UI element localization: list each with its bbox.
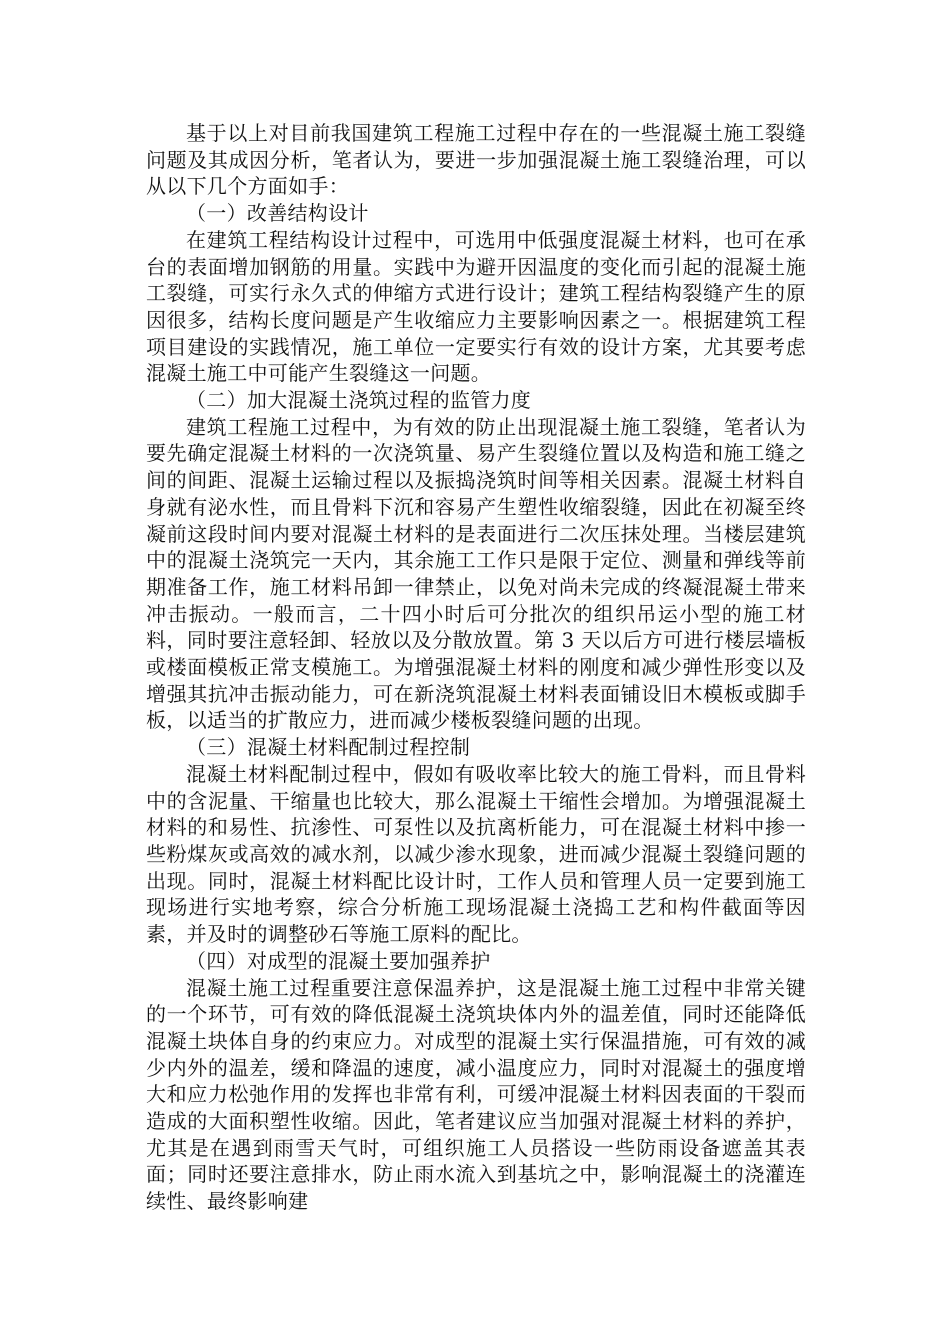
- section-body: 混凝土材料配制过程中，假如有吸收率比较大的施工骨料，而且骨料中的含泥量、干缩量也比较大，那么混凝土干缩性会增加。为增强混凝土材料的和易性、抗渗性、可泵性以及抗离析能力，可在混凝土材料中掺一些粉煤灰或高效的减水剂，以减少渗水现象，进而减少混凝土裂缝问题的出现。同时，混凝土材料配比设计时，工作人员和管理人员一定要到施工现场进行实地考察，综合分析施工现场混凝土浇捣工艺和构件截面等因素，并及时的调整砂石等施工原料的配比。: [146, 761, 806, 947]
- section-1: [146, 200, 806, 387]
- section-body: 在建筑工程结构设计过程中，可选用中低强度混凝土材料，也可在承台的表面增加钢筋的用量。实践中为避开因温度的变化而引起的混凝土施工裂缝，可实行永久式的伸缩方式进行设计；建筑工程结构裂缝产生的原因很多，结构长度问题是产生收缩应力主要影响因素之一。根据建筑工程项目建设的实践情况，施工单位一定要实行有效的设计方案，尤其要考虑混凝土施工中可能产生裂缝这一问题。: [146, 227, 806, 386]
- intro-paragraph: 基于以上对目前我国建筑工程施工过程中存在的一些混凝土施工裂缝问题及其成因分析，笔者认为，要进一步加强混凝土施工裂缝治理，可以从以下几个方面如手：: [146, 121, 806, 199]
- section-heading: （一）改善结构设计: [186, 201, 369, 226]
- section-heading: （四）对成型的混凝土要加强养护: [186, 948, 491, 973]
- section-body: 混凝土施工过程重要注意保温养护，这是混凝土施工过程中非常关键的一个环节，可有效的降低混凝土浇筑块体内外的温差值，同时还能降低混凝土块体自身的约束应力。对成型的混凝土实行保温措施，可有效的减少内外的温差，缓和降温的速度，减小温度应力，同时对混凝土的强度增大和应力松弛作用的发挥也非常有利，可缓冲混凝土材料因表面的干裂而造成的大面积塑性收缩。因此，笔者建议应当加强对混凝土材料的养护，尤其是在遇到雨雪天气时，可组织施工人员搭设一些防雨设备遮盖其表面；同时还要注意排水，防止雨水流入到基坑之中，影响混凝土的浇灌连续性、最终影响建: [146, 975, 806, 1214]
- section-heading: （三）混凝土材料配制过程控制: [186, 735, 471, 760]
- section-4: [146, 948, 806, 1215]
- document-page: [146, 120, 806, 1215]
- section-heading: （二）加大混凝土浇筑过程的监管力度: [186, 388, 532, 413]
- section-body: 建筑工程施工过程中，为有效的防止出现混凝土施工裂缝，笔者认为要先确定混凝土材料的一次浇筑量、易产生裂缝位置以及构造和施工缝之间的间距、混凝土运输过程以及振捣浇筑时间等相关因素。混凝土材料自身就有泌水性，而且骨料下沉和容易产生塑性收缩裂缝，因此在初凝至终凝前这段时间内要对混凝土材料的是表面进行二次压抹处理。当楼层建筑中的混凝土浇筑完一天内，其余施工工作只是限于定位、测量和弹线等前期准备工作，施工材料吊卸一律禁止，以免对尚未完成的终凝混凝土带来冲击振动。一般而言，二十四小时后可分批次的组织吊运小型的施工材料，同时要注意轻卸、轻放以及分散放置。第 3 天以后方可进行楼层墙板或楼面模板正常支模施工。为增强混凝土材料的刚度和减少弹性形变以及增强其抗冲击振动能力，可在新浇筑混凝土材料表面铺设旧木模板或脚手板，以适当的扩散应力，进而减少楼板裂缝问题的出现。: [146, 414, 806, 733]
- section-3: [146, 734, 806, 948]
- section-2: [146, 387, 806, 734]
